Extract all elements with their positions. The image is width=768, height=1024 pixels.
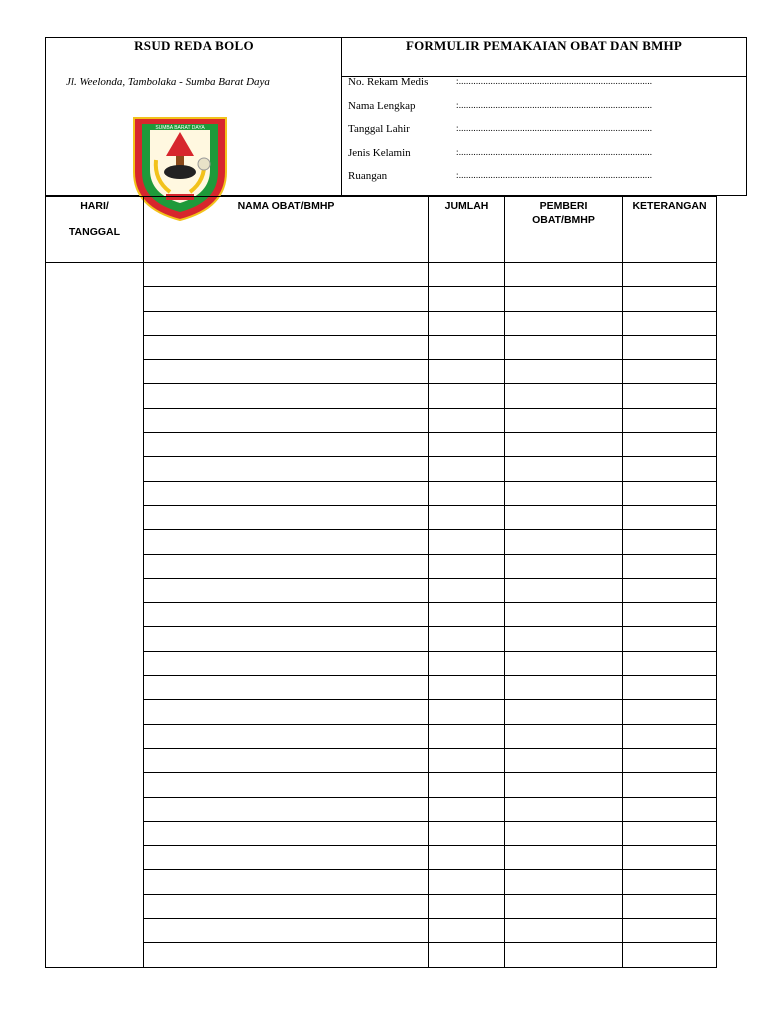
table-row <box>46 287 717 311</box>
field-input-line[interactable]: :............................................................................... <box>456 76 653 86</box>
quantity-cell[interactable] <box>429 578 505 602</box>
giver-cell[interactable] <box>505 554 623 578</box>
field-label: Jenis Kelamin <box>348 146 411 159</box>
notes-cell[interactable] <box>623 846 717 870</box>
table-row <box>46 651 717 675</box>
table-row <box>46 603 717 627</box>
quantity-cell[interactable] <box>429 457 505 481</box>
giver-cell[interactable] <box>505 481 623 505</box>
patient-field <box>348 147 740 163</box>
table-row <box>46 433 717 457</box>
quantity-cell[interactable] <box>429 627 505 651</box>
quantity-cell[interactable] <box>429 360 505 384</box>
medication-table <box>45 196 717 968</box>
giver-cell[interactable] <box>505 870 623 894</box>
quantity-cell[interactable] <box>429 943 505 967</box>
form-title: FORMULIR PEMAKAIAN OBAT DAN BMHP <box>405 38 683 53</box>
giver-cell[interactable] <box>505 919 623 943</box>
drug-name-cell[interactable] <box>144 360 429 384</box>
header-drug-name: NAMA OBAT/BMHP <box>144 197 429 263</box>
table-row <box>46 676 717 700</box>
table-row <box>46 554 717 578</box>
quantity-cell[interactable] <box>429 263 505 287</box>
patient-field <box>348 170 740 186</box>
giver-cell[interactable] <box>505 627 623 651</box>
notes-cell[interactable] <box>623 603 717 627</box>
header-day: HARI/ <box>80 200 109 212</box>
drug-name-cell[interactable] <box>144 481 429 505</box>
table-row <box>46 384 717 408</box>
table-header-row <box>46 197 717 263</box>
drug-name-cell[interactable] <box>144 530 429 554</box>
drug-name-cell[interactable] <box>144 578 429 602</box>
drug-name-cell[interactable] <box>144 676 429 700</box>
notes-cell[interactable] <box>623 773 717 797</box>
drug-name-cell[interactable] <box>144 724 429 748</box>
quantity-cell[interactable] <box>429 311 505 335</box>
table-row <box>46 894 717 918</box>
giver-cell[interactable] <box>505 263 623 287</box>
drug-name-cell[interactable] <box>144 335 429 359</box>
patient-field <box>348 76 740 92</box>
quantity-cell[interactable] <box>429 481 505 505</box>
table-row <box>46 627 717 651</box>
table-row <box>46 724 717 748</box>
notes-cell[interactable] <box>623 943 717 967</box>
table-row <box>46 263 717 287</box>
giver-cell[interactable] <box>505 943 623 967</box>
notes-cell[interactable] <box>623 700 717 724</box>
notes-cell[interactable] <box>623 481 717 505</box>
hospital-header <box>45 37 342 196</box>
notes-cell[interactable] <box>623 384 717 408</box>
giver-cell[interactable] <box>505 773 623 797</box>
quantity-cell[interactable] <box>429 676 505 700</box>
notes-cell[interactable] <box>623 457 717 481</box>
drug-name-cell[interactable] <box>144 651 429 675</box>
patient-field <box>348 123 740 139</box>
quantity-cell[interactable] <box>429 773 505 797</box>
quantity-cell[interactable] <box>429 748 505 772</box>
quantity-cell[interactable] <box>429 530 505 554</box>
drug-name-cell[interactable] <box>144 263 429 287</box>
giver-cell[interactable] <box>505 724 623 748</box>
notes-cell[interactable] <box>623 627 717 651</box>
giver-cell[interactable] <box>505 530 623 554</box>
drug-name-cell[interactable] <box>144 311 429 335</box>
drug-name-cell[interactable] <box>144 287 429 311</box>
quantity-cell[interactable] <box>429 505 505 529</box>
header-giver <box>505 197 623 263</box>
giver-cell[interactable] <box>505 578 623 602</box>
drug-name-cell[interactable] <box>144 821 429 845</box>
drug-name-cell[interactable] <box>144 505 429 529</box>
quantity-cell[interactable] <box>429 287 505 311</box>
header-day-date <box>46 197 144 263</box>
quantity-cell[interactable] <box>429 700 505 724</box>
notes-cell[interactable] <box>623 505 717 529</box>
giver-cell[interactable] <box>505 894 623 918</box>
notes-cell[interactable] <box>623 263 717 287</box>
notes-cell[interactable] <box>623 408 717 432</box>
giver-cell[interactable] <box>505 360 623 384</box>
giver-cell[interactable] <box>505 821 623 845</box>
header-quantity: JUMLAH <box>429 197 505 263</box>
notes-cell[interactable] <box>623 676 717 700</box>
table-row <box>46 311 717 335</box>
header-giver-line2: OBAT/BMHP <box>532 214 595 226</box>
giver-cell[interactable] <box>505 676 623 700</box>
field-input-line[interactable]: :............................................................................... <box>456 146 653 157</box>
table-row <box>46 530 717 554</box>
notes-cell[interactable] <box>623 335 717 359</box>
giver-cell[interactable] <box>505 651 623 675</box>
drug-name-cell[interactable] <box>144 627 429 651</box>
notes-cell[interactable] <box>623 870 717 894</box>
notes-cell[interactable] <box>623 651 717 675</box>
quantity-cell[interactable] <box>429 603 505 627</box>
notes-cell[interactable] <box>623 530 717 554</box>
field-label: Tanggal Lahir <box>348 123 410 135</box>
field-input-line[interactable]: :............................................................................... <box>456 170 653 180</box>
quantity-cell[interactable] <box>429 724 505 748</box>
header-giver-line1: PEMBERI <box>539 200 588 212</box>
drug-name-cell[interactable] <box>144 603 429 627</box>
giver-cell[interactable] <box>505 797 623 821</box>
table-row <box>46 943 717 967</box>
quantity-cell[interactable] <box>429 433 505 457</box>
notes-cell[interactable] <box>623 894 717 918</box>
table-row <box>46 748 717 772</box>
notes-cell[interactable] <box>623 578 717 602</box>
quantity-cell[interactable] <box>429 651 505 675</box>
notes-cell[interactable] <box>623 919 717 943</box>
table-row <box>46 797 717 821</box>
notes-cell[interactable] <box>623 287 717 311</box>
drug-name-cell[interactable] <box>144 384 429 408</box>
quantity-cell[interactable] <box>429 554 505 578</box>
giver-cell[interactable] <box>505 748 623 772</box>
field-label: No. Rekam Medis <box>348 76 429 88</box>
drug-name-cell[interactable] <box>144 943 429 967</box>
giver-cell[interactable] <box>505 433 623 457</box>
table-row <box>46 505 717 529</box>
table-row <box>46 773 717 797</box>
form-title-row <box>342 38 746 77</box>
drug-name-cell[interactable] <box>144 554 429 578</box>
notes-cell[interactable] <box>623 433 717 457</box>
patient-field <box>348 100 740 116</box>
table-row <box>46 360 717 384</box>
table-row <box>46 870 717 894</box>
notes-cell[interactable] <box>623 554 717 578</box>
drug-name-cell[interactable] <box>144 748 429 772</box>
day-date-cell[interactable] <box>46 263 144 968</box>
quantity-cell[interactable] <box>429 335 505 359</box>
quantity-cell[interactable] <box>429 408 505 432</box>
drug-name-cell[interactable] <box>144 773 429 797</box>
giver-cell[interactable] <box>505 335 623 359</box>
field-input-line[interactable]: :............................................................................... <box>456 99 653 110</box>
table-row <box>46 821 717 845</box>
giver-cell[interactable] <box>505 457 623 481</box>
table-row <box>46 846 717 870</box>
drug-name-cell[interactable] <box>144 870 429 894</box>
drug-name-cell[interactable] <box>144 919 429 943</box>
notes-cell[interactable] <box>623 724 717 748</box>
table-row <box>46 578 717 602</box>
table-row <box>46 919 717 943</box>
giver-cell[interactable] <box>505 384 623 408</box>
notes-cell[interactable] <box>623 748 717 772</box>
table-row <box>46 408 717 432</box>
field-label: Nama Lengkap <box>348 99 416 112</box>
notes-cell[interactable] <box>623 821 717 845</box>
quantity-cell[interactable] <box>429 846 505 870</box>
drug-name-cell[interactable] <box>144 797 429 821</box>
hospital-address: Jl. Weelonda, Tambolaka - Sumba Barat Daya <box>66 76 270 88</box>
header-date: TANGGAL <box>68 226 121 238</box>
quantity-cell[interactable] <box>429 821 505 845</box>
patient-info-box <box>341 37 747 196</box>
quantity-cell[interactable] <box>429 870 505 894</box>
notes-cell[interactable] <box>623 360 717 384</box>
hospital-name: RSUD REDA BOLO <box>134 38 254 53</box>
giver-cell[interactable] <box>505 603 623 627</box>
notes-cell[interactable] <box>623 311 717 335</box>
table-row <box>46 457 717 481</box>
field-input-line[interactable]: :............................................................................... <box>456 123 653 133</box>
table-row <box>46 335 717 359</box>
drug-name-cell[interactable] <box>144 433 429 457</box>
drug-name-cell[interactable] <box>144 408 429 432</box>
drug-name-cell[interactable] <box>144 700 429 724</box>
notes-cell[interactable] <box>623 797 717 821</box>
quantity-cell[interactable] <box>429 797 505 821</box>
giver-cell[interactable] <box>505 505 623 529</box>
giver-cell[interactable] <box>505 846 623 870</box>
logo-text: SUMBA BARAT DAYA <box>155 125 205 131</box>
quantity-cell[interactable] <box>429 384 505 408</box>
table-row <box>46 700 717 724</box>
quantity-cell[interactable] <box>429 919 505 943</box>
giver-cell[interactable] <box>505 287 623 311</box>
drug-name-cell[interactable] <box>144 457 429 481</box>
header-notes: KETERANGAN <box>623 197 717 263</box>
drug-name-cell[interactable] <box>144 846 429 870</box>
table-row <box>46 481 717 505</box>
quantity-cell[interactable] <box>429 894 505 918</box>
drug-name-cell[interactable] <box>144 894 429 918</box>
giver-cell[interactable] <box>505 700 623 724</box>
field-label: Ruangan <box>348 170 388 182</box>
giver-cell[interactable] <box>505 311 623 335</box>
giver-cell[interactable] <box>505 408 623 432</box>
